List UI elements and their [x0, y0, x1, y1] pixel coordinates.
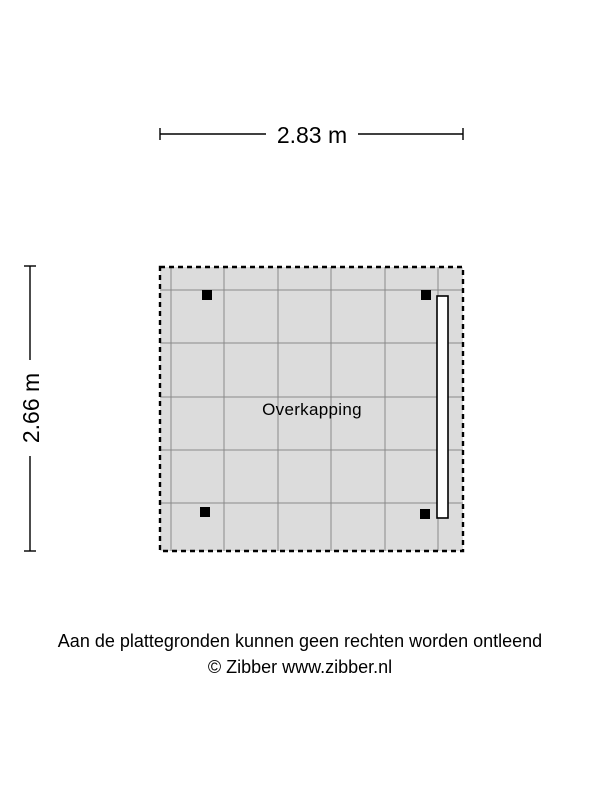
height-dimension — [18, 266, 44, 551]
copyright-text: © Zibber www.zibber.nl — [207, 657, 393, 677]
footer — [0, 628, 600, 680]
room-overkapping — [160, 267, 463, 551]
column-bottom-left — [200, 507, 210, 517]
height-dimension-label: 2.66 m — [18, 372, 44, 444]
column-top-right — [421, 290, 431, 300]
column-bottom-right — [420, 509, 430, 519]
width-dimension — [160, 122, 463, 148]
room-label: Overkapping — [262, 400, 362, 419]
disclaimer-text: Aan de plattegronden kunnen geen rechten worden ontleend — [57, 631, 543, 651]
width-dimension-label: 2.83 m — [276, 122, 348, 148]
column-top-left — [202, 290, 212, 300]
wall-panel — [437, 296, 448, 518]
